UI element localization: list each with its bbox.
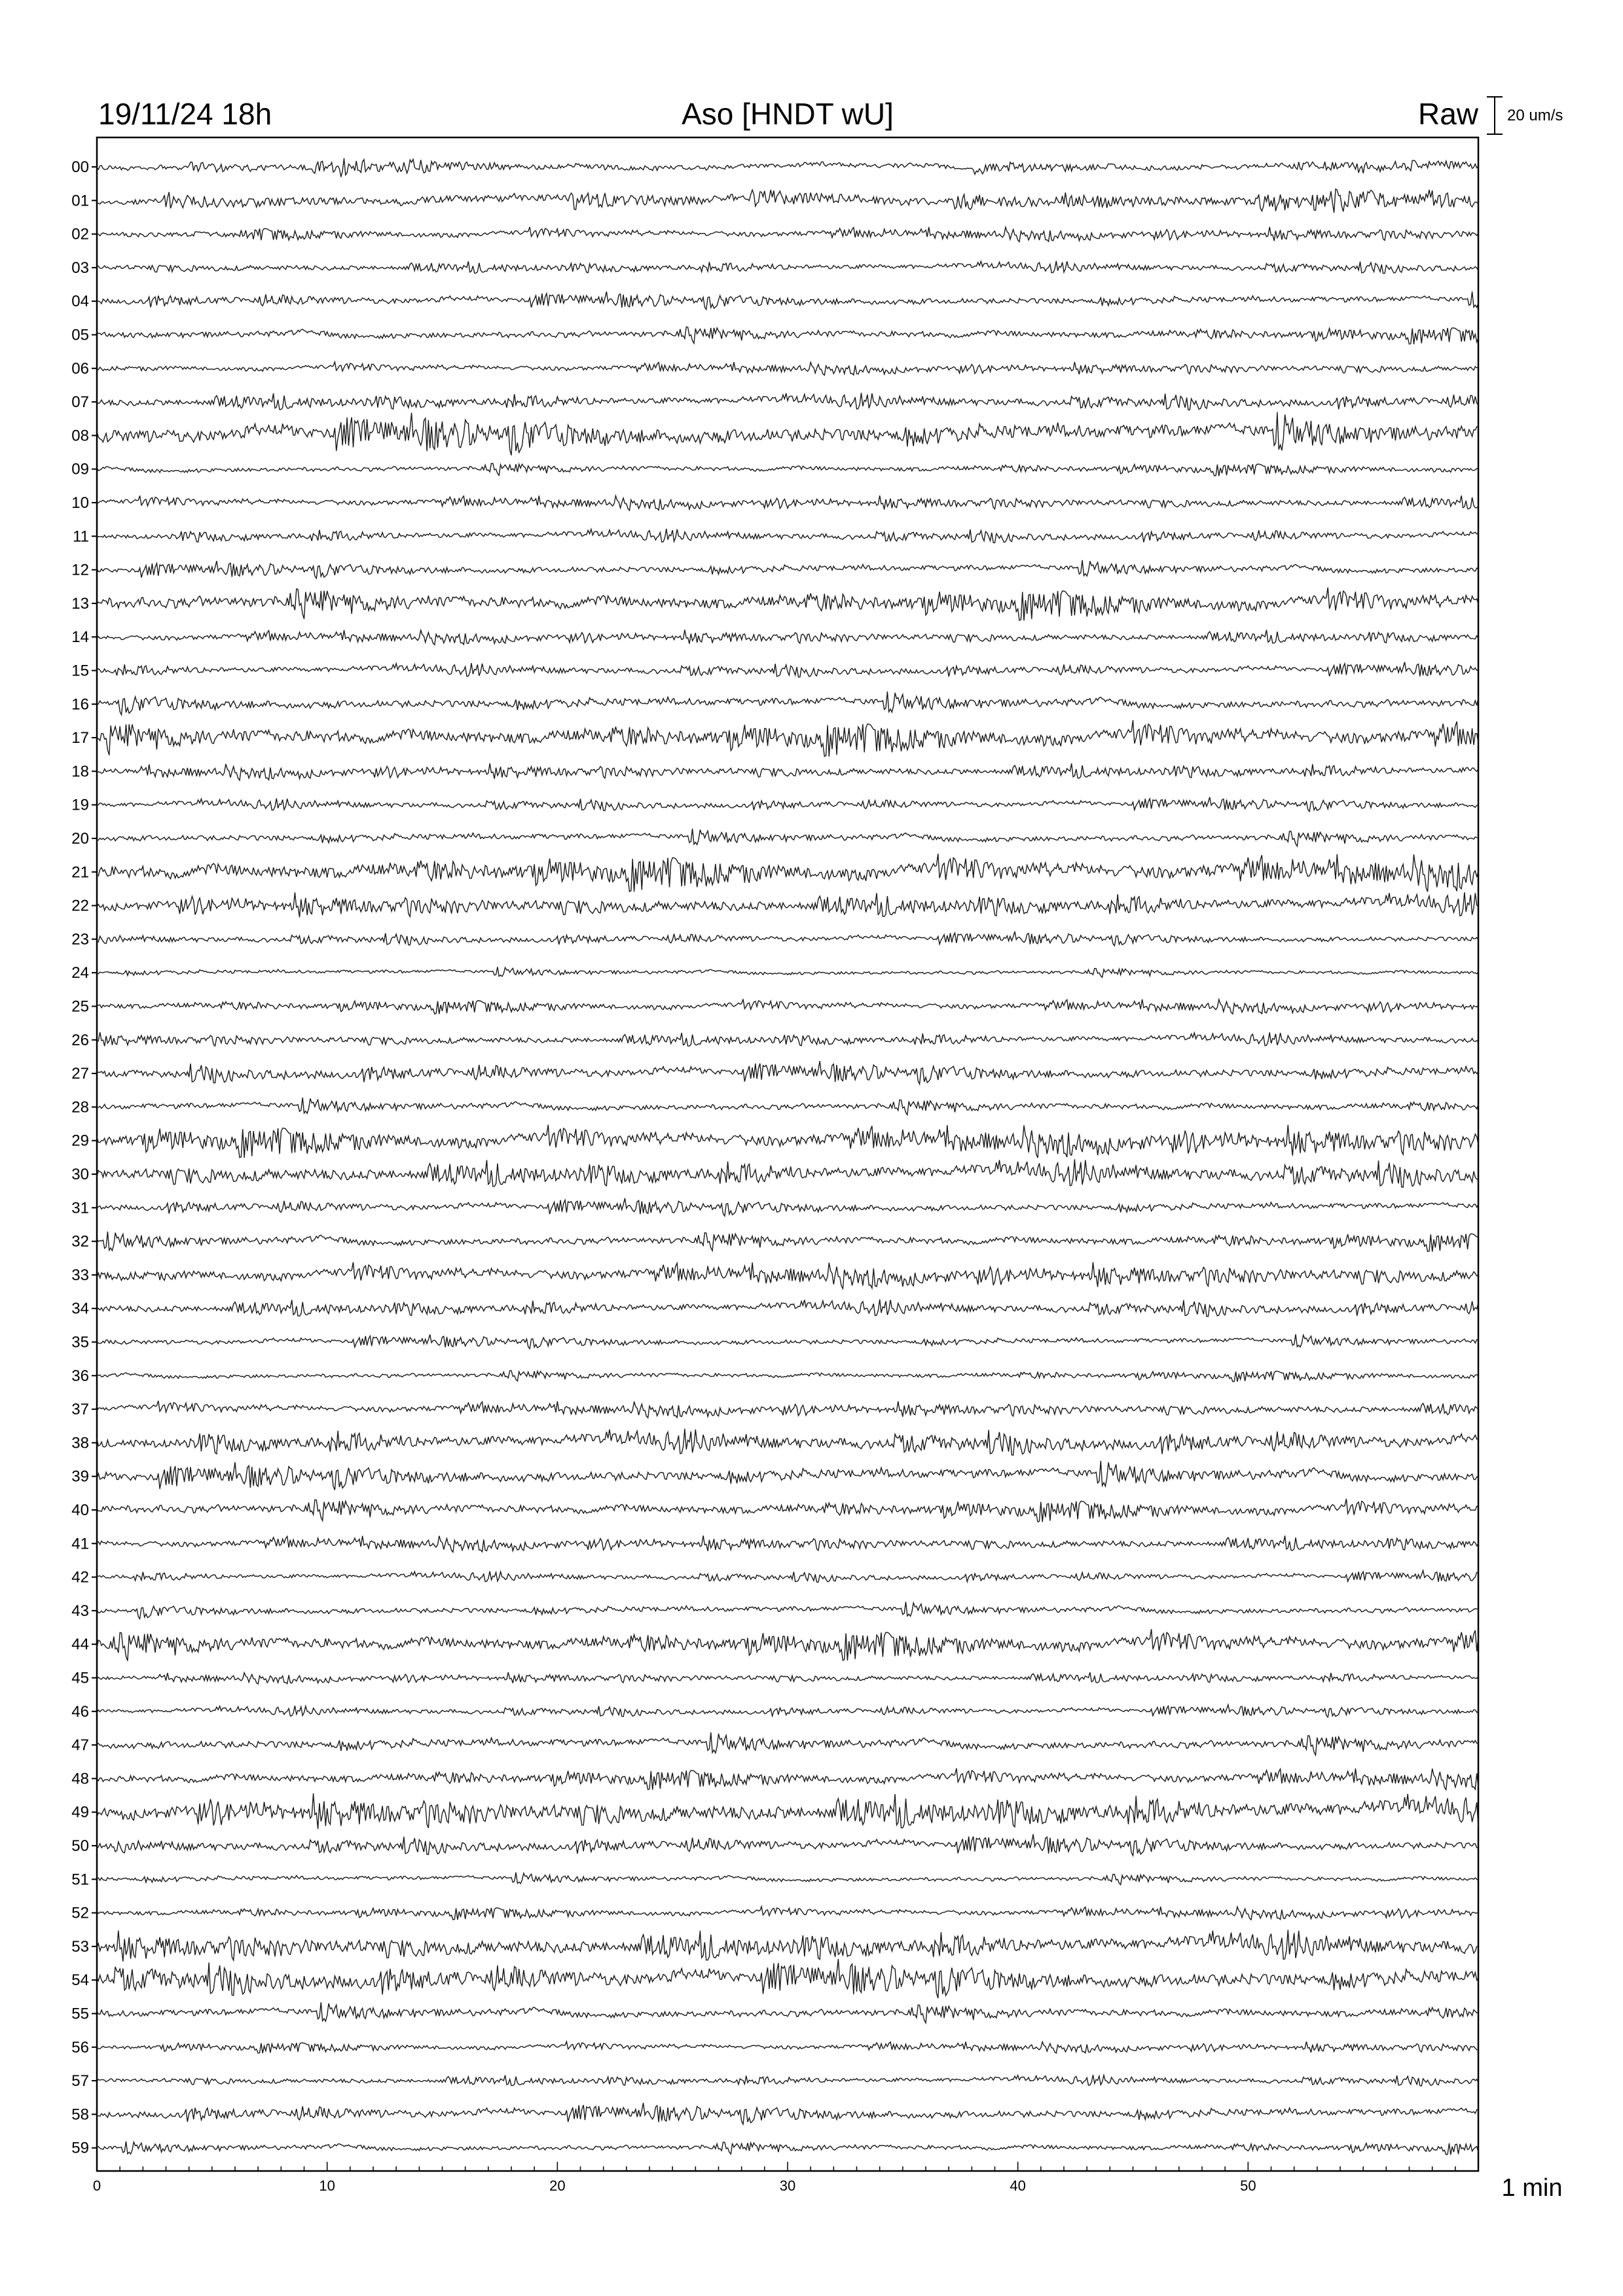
trace-row-11 (97, 529, 1478, 543)
row-label: 09 (71, 460, 89, 478)
row-label: 01 (71, 192, 89, 210)
trace-row-55 (97, 2002, 1478, 2023)
row-label: 13 (71, 594, 89, 613)
trace-row-24 (97, 967, 1478, 977)
scale-bar (1487, 97, 1563, 134)
row-label: 43 (71, 1602, 89, 1620)
trace-row-42 (97, 1570, 1478, 1582)
row-label: 02 (71, 225, 89, 243)
row-label: 50 (71, 1837, 89, 1855)
trace-row-02 (97, 227, 1478, 242)
trace-row-40 (97, 1499, 1478, 1522)
trace-row-07 (97, 393, 1478, 410)
row-label: 59 (71, 2139, 89, 2157)
row-label: 46 (71, 1702, 89, 1721)
row-label: 32 (71, 1232, 89, 1251)
row-label: 25 (71, 997, 89, 1016)
trace-row-59 (97, 2142, 1478, 2155)
trace-row-21 (97, 853, 1478, 891)
trace-row-51 (97, 1873, 1478, 1885)
row-label: 45 (71, 1669, 89, 1687)
trace-row-23 (97, 931, 1478, 946)
trace-row-50 (97, 1835, 1478, 1856)
trace-row-18 (97, 763, 1478, 780)
row-label: 58 (71, 2106, 89, 2124)
row-label: 26 (71, 1031, 89, 1049)
trace-row-08 (97, 412, 1478, 456)
row-label: 03 (71, 259, 89, 277)
row-label: 07 (71, 393, 89, 412)
trace-row-20 (97, 829, 1478, 846)
row-label: 33 (71, 1266, 89, 1284)
trace-row-09 (97, 463, 1478, 476)
row-label: 56 (71, 2038, 89, 2056)
x-tick-label: 10 (319, 2178, 335, 2194)
row-label: 00 (71, 158, 89, 176)
x-axis-unit-label: 1 min (1501, 2174, 1563, 2202)
row-label: 30 (71, 1166, 89, 1183)
trace-row-53 (97, 1930, 1478, 1962)
trace-row-56 (97, 2041, 1478, 2053)
row-label: 18 (71, 762, 89, 781)
row-label: 08 (71, 427, 89, 445)
row-label: 38 (71, 1434, 89, 1452)
row-label: 10 (71, 494, 89, 512)
row-label: 17 (71, 729, 89, 747)
trace-row-54 (97, 1959, 1478, 1998)
trace-row-04 (97, 291, 1478, 309)
row-label: 42 (71, 1568, 89, 1587)
row-label: 52 (71, 1904, 89, 1922)
row-label: 53 (71, 1937, 89, 1956)
row-label-group (71, 158, 97, 2157)
trace-row-05 (97, 327, 1478, 344)
row-label: 20 (71, 830, 89, 848)
trace-row-37 (97, 1401, 1478, 1418)
row-label: 39 (71, 1467, 89, 1486)
trace-row-16 (97, 692, 1478, 715)
row-label: 48 (71, 1770, 89, 1788)
row-label: 35 (71, 1333, 89, 1352)
trace-row-58 (97, 2103, 1478, 2125)
trace-group (97, 158, 1478, 2155)
trace-row-31 (97, 1198, 1478, 1216)
row-label: 15 (71, 662, 89, 680)
trace-row-43 (97, 1602, 1478, 1619)
trace-row-29 (97, 1124, 1478, 1158)
row-label: 54 (71, 1971, 89, 1990)
x-tick-label: 30 (779, 2178, 796, 2194)
trace-row-44 (97, 1629, 1478, 1661)
trace-row-28 (97, 1098, 1478, 1115)
trace-row-39 (97, 1461, 1478, 1490)
row-label: 16 (71, 695, 89, 713)
trace-row-30 (97, 1159, 1478, 1187)
row-label: 28 (71, 1098, 89, 1117)
row-label: 21 (71, 863, 89, 882)
trace-row-13 (97, 588, 1478, 621)
trace-row-36 (97, 1371, 1478, 1382)
row-label: 05 (71, 326, 89, 344)
row-label: 23 (71, 930, 89, 948)
datetime-label: 19/11/24 18h (98, 97, 272, 131)
row-label: 22 (71, 897, 89, 915)
row-label: 27 (71, 1065, 89, 1083)
trace-row-01 (97, 189, 1478, 213)
row-label: 31 (71, 1199, 89, 1217)
trace-row-45 (97, 1672, 1478, 1684)
trace-row-12 (97, 560, 1478, 579)
row-label: 19 (71, 796, 89, 814)
row-label: 24 (71, 964, 89, 982)
trace-row-47 (97, 1732, 1478, 1755)
trace-row-22 (97, 892, 1478, 917)
row-label: 14 (71, 628, 89, 647)
trace-row-34 (97, 1299, 1478, 1316)
trace-row-33 (97, 1262, 1478, 1289)
trace-row-25 (97, 999, 1478, 1014)
row-label: 41 (71, 1535, 89, 1553)
trace-row-49 (97, 1793, 1478, 1829)
row-label: 40 (71, 1501, 89, 1519)
trace-row-57 (97, 2075, 1478, 2086)
x-tick-label: 20 (549, 2178, 566, 2194)
trace-row-38 (97, 1429, 1478, 1456)
mode-label: Raw (1417, 97, 1478, 131)
trace-row-48 (97, 1768, 1478, 1790)
x-tick-label: 50 (1240, 2178, 1256, 2194)
trace-row-15 (97, 662, 1478, 677)
row-label: 57 (71, 2072, 89, 2090)
row-label: 06 (71, 359, 89, 378)
row-label: 37 (71, 1401, 89, 1419)
trace-row-06 (97, 362, 1478, 375)
row-label: 29 (71, 1132, 89, 1150)
trace-row-52 (97, 1907, 1478, 1920)
row-label: 49 (71, 1803, 89, 1821)
x-tick-label: 40 (1010, 2178, 1026, 2194)
trace-row-26 (97, 1032, 1478, 1046)
trace-row-17 (97, 720, 1478, 757)
trace-row-35 (97, 1335, 1478, 1349)
trace-row-00 (97, 158, 1478, 177)
row-label: 34 (71, 1300, 89, 1318)
row-label: 44 (71, 1636, 89, 1654)
trace-row-27 (97, 1061, 1478, 1084)
x-tick-label: 0 (92, 2178, 101, 2194)
row-label: 47 (71, 1736, 89, 1755)
scale-bar-label: 20 um/s (1507, 107, 1563, 124)
trace-row-03 (97, 261, 1478, 274)
trace-row-41 (97, 1535, 1478, 1552)
x-axis (93, 2162, 1478, 2194)
row-label: 12 (71, 561, 89, 579)
trace-row-10 (97, 495, 1478, 511)
row-label: 36 (71, 1367, 89, 1385)
row-label: 04 (71, 293, 89, 311)
station-title: Aso [HNDT wU] (682, 97, 894, 131)
trace-row-32 (97, 1232, 1478, 1252)
trace-row-14 (97, 630, 1478, 645)
plot-frame (97, 137, 1478, 2171)
row-label: 11 (73, 528, 89, 546)
row-label: 55 (71, 2005, 89, 2023)
row-label: 51 (71, 1871, 89, 1889)
trace-row-46 (97, 1705, 1478, 1717)
trace-row-19 (97, 797, 1478, 812)
